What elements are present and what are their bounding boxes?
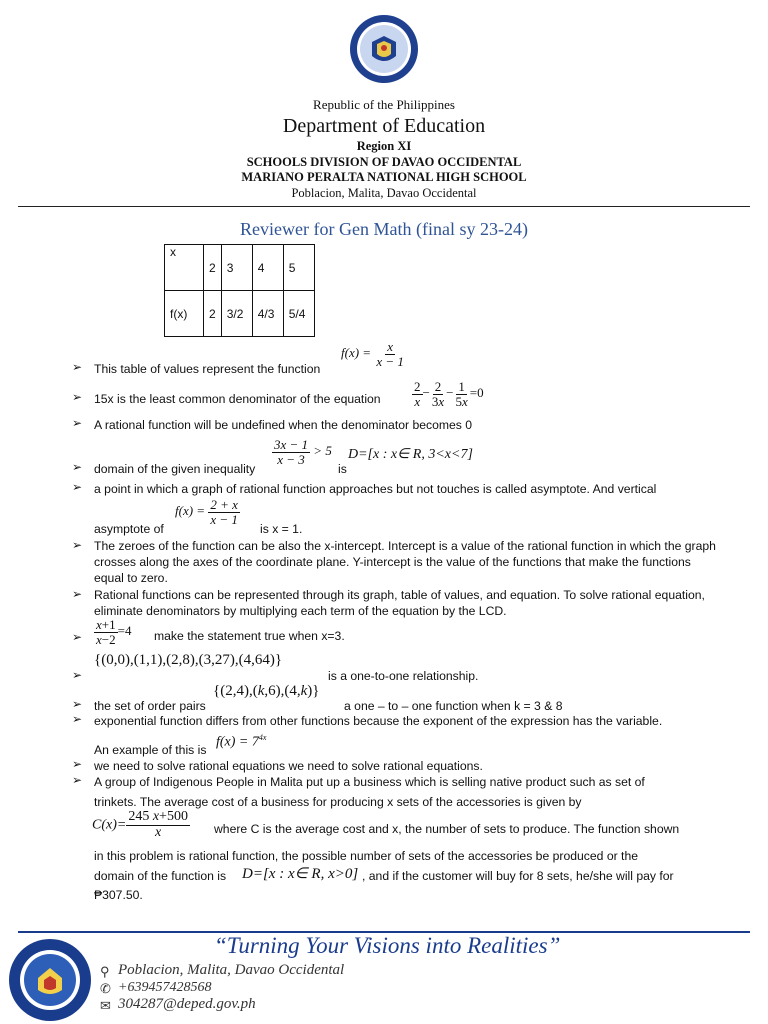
item-order-pairs: the set of order pairs [94,699,206,713]
item-solve-rational: we need to solve rational equations we need to solve rational equations. [94,759,483,773]
bullet-arrow-icon: ➢ [72,630,83,644]
header-divider [18,206,750,207]
bullet-arrow-icon: ➢ [72,416,83,430]
ordered-pairs-set: {(0,0),(1,1),(2,8),(3,27),(4,64)} [94,652,283,668]
item-function-table: This table of values represent the function [94,362,321,376]
item-lcd: 15x is the least common denominator of the equation [94,392,381,406]
bullet-arrow-icon: ➢ [72,360,83,374]
item-asymptote-answer: is x = 1. [260,522,303,536]
footer-phone: +639457428568 [118,980,212,995]
item-undefined: A rational function will be undefined when the denominator becomes 0 [94,418,473,432]
item-domain-inequality: domain of the given inequality [94,462,256,476]
bullet-arrow-icon: ➢ [72,712,83,726]
phone-icon: ✆ [100,981,111,996]
deped-seal-icon [349,14,419,84]
location-pin-icon: ⚲ [100,964,110,979]
bullet-arrow-icon: ➢ [72,390,83,404]
item-is-label: is [338,462,347,476]
school-logo-icon [8,938,92,1022]
bullet-arrow-icon: ➢ [72,480,83,494]
domain-positive-set: D=[x : x∈ R, x>0] [242,866,359,882]
values-table [164,244,315,337]
region-line: Region XI [356,139,412,153]
footer-email: 304287@deped.gov.ph [118,996,256,1012]
bullet-arrow-icon: ➢ [72,757,83,771]
item-business-6: , and if the customer will buy for 8 sets, he/she will pay for [362,869,674,883]
item-business-5: domain of the function is [94,869,227,883]
bullet-arrow-icon: ➢ [72,773,83,787]
item-business-1: A group of Indigenous People in Malita put up a business which is selling native product such as set of [94,775,645,789]
item-zeroes: The zeroes of the function can be also the x-intercept. Intercept is a value of the rational function in which the graph crosses along the axes of the coordinate plane. Y-intercept is the value of the functions that make the functions equal to zero. [94,539,716,585]
footer-address: Poblacion, Malita, Davao Occidental [118,962,345,978]
item-one-to-one: is a one-to-one relationship. [328,669,479,683]
bullet-arrow-icon: ➢ [72,460,83,474]
equation-f-x: f(x) = $\frac{x}{x - 1}$ [341,339,404,369]
item-example: An example of this is [94,743,207,757]
item-business-3: where C is the average cost and x, the number of sets to produce. The function shown [214,822,680,836]
republic-line: Republic of the Philippines [313,97,455,112]
email-icon: ✉ [100,998,111,1013]
ordered-pairs-k: {(2,4),(k,6),(4,k)} [213,683,320,699]
item-k-values: a one – to – one function when k = 3 & 8 [344,699,563,713]
item-business-7: ₱307.50. [94,888,143,902]
domain-set: D=[x : x∈ R, 3<x<7] [348,447,473,462]
inequality-expression: $\frac{3x - 1}{x - 3}$ > 5 [274,437,332,467]
division-line: SCHOOLS DIVISION OF DAVAO OCCIDENTAL [246,155,522,169]
equation-lcd: $\frac{2}{x}$ − $\frac{2}{3x}$ − $\frac{1}{5x}$ =0 [414,379,484,409]
asymptote-function: f(x) = $\frac{2 + x}{x - 1}$ [175,497,238,527]
item-representations: Rational functions can be represented through its graph, table of values, and equation. To solve rational equation, eliminate denominators by multiplying each term of the equation by the LCD. [94,588,705,618]
average-cost-function: C(x)= $\frac{245 x+500}{x}$ [92,809,188,840]
school-line: MARIANO PERALTA NATIONAL HIGH SCHOOL [241,170,527,184]
bullet-arrow-icon: ➢ [72,587,83,601]
table-row: f(x) 2 3/2 4/3 5/4 [165,291,315,337]
item-asymptote-of: asymptote of [94,522,164,536]
item-asymptote: a point in which a graph of rational function approaches but not touches is called asymptote. And vertical [94,482,657,496]
document-title: Reviewer for Gen Math (final sy 23-24) [240,219,528,239]
department-title: Department of Education [282,115,486,137]
table-row: x 2 3 4 5 [165,245,315,291]
bullet-arrow-icon: ➢ [72,668,83,682]
item-business-2: trinkets. The average cost of a business for producing x sets of the accessories is given by [94,795,582,809]
exponential-example: $f(x) = 7^{4x}$ [216,733,267,750]
item-exponential: exponential function differs from other functions because the exponent of the expression has the variable. [94,714,663,728]
address-line: Poblacion, Malita, Davao Occidental [291,186,477,200]
equation-x3: $\frac{x+1}{x-2}$ =4 [96,617,132,647]
bullet-arrow-icon: ➢ [72,697,83,711]
school-motto: “Turning Your Visions into Realities” [214,933,561,958]
bullet-arrow-icon: ➢ [72,538,83,552]
item-statement-true: make the statement true when x=3. [154,629,345,643]
item-business-4: in this problem is rational function, the possible number of sets of the accessories be produced or the [94,849,638,863]
